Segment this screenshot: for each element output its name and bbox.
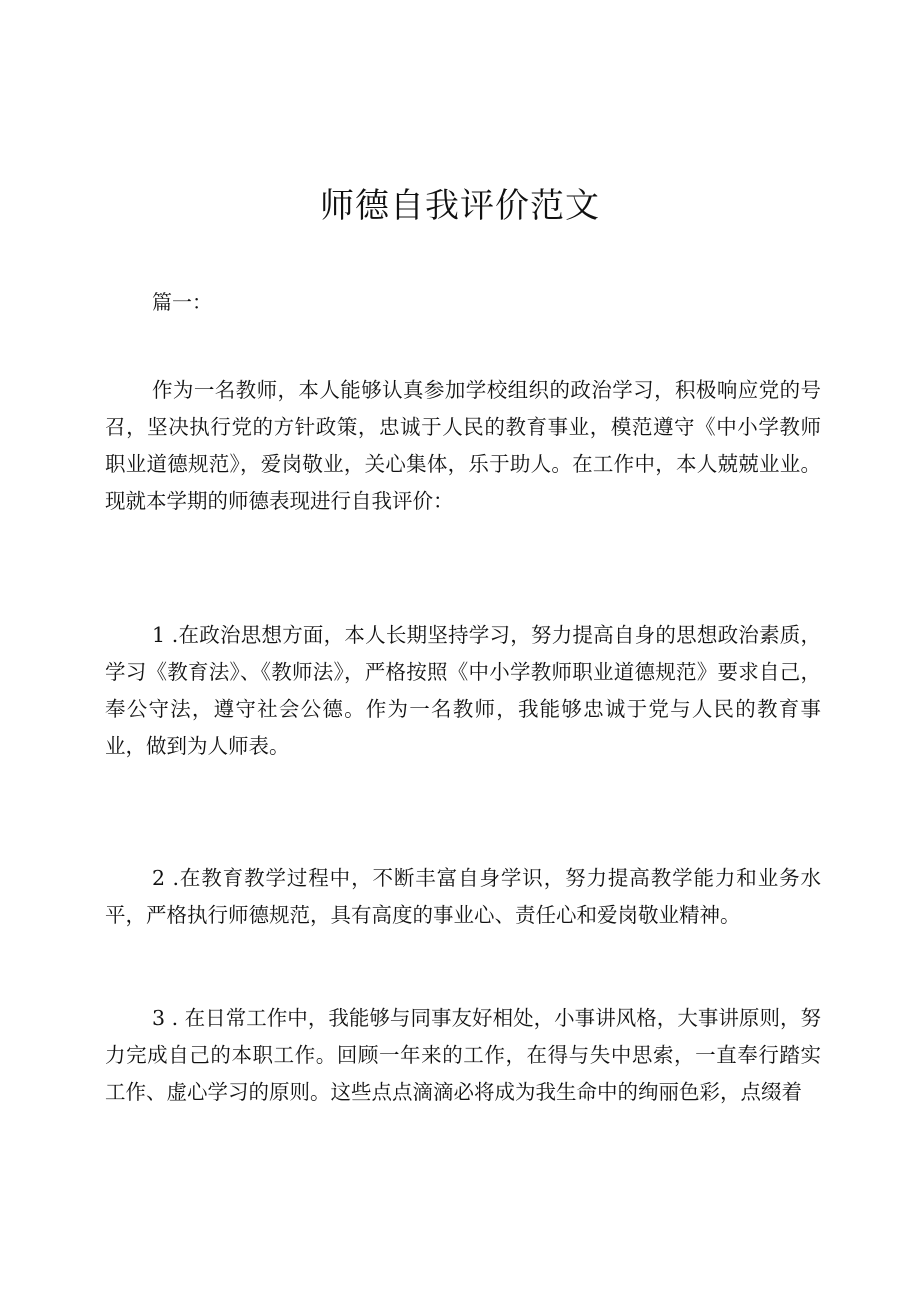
item-3-paragraph: 3 . 在日常工作中，我能够与同事友好相处，小事讲风格，大事讲原则，努力完成自己的本职工作。回顾一年来的工作，在得与失中思索，一直奉行踏实工作、虚心学习的原则。这些点点滴滴必将成为我生命中的绚丽色彩，点缀着 [105,1006,821,1104]
section-label: 篇一： [152,290,212,314]
item-2-paragraph: 2 .在教育教学过程中，不断丰富自身学识，努力提高教学能力和业务水平，严格执行师德规范，具有高度的事业心、责任心和爱岗敬业精神。 [105,866,821,927]
document-title: 师德自我评价范文 [320,186,600,226]
intro-paragraph: 作为一名教师，本人能够认真参加学校组织的政治学习，积极响应党的号召，坚决执行党的方针政策，忠诚于人民的教育事业，模范遵守《中小学教师职业道德规范》，爱岗敬业，关心集体，乐于助人。在工作中，本人兢兢业业。现就本学期的师德表现进行自我评价： [105,378,821,513]
item-1-paragraph: 1 .在政治思想方面，本人长期坚持学习，努力提高自身的思想政治素质，学习《教育法》、《教师法》，严格按照《中小学教师职业道德规范》要求自己，奉公守法，遵守社会公德。作为一名教师，我能够忠诚于党与人民的教育事业，做到为人师表。 [105,623,821,758]
